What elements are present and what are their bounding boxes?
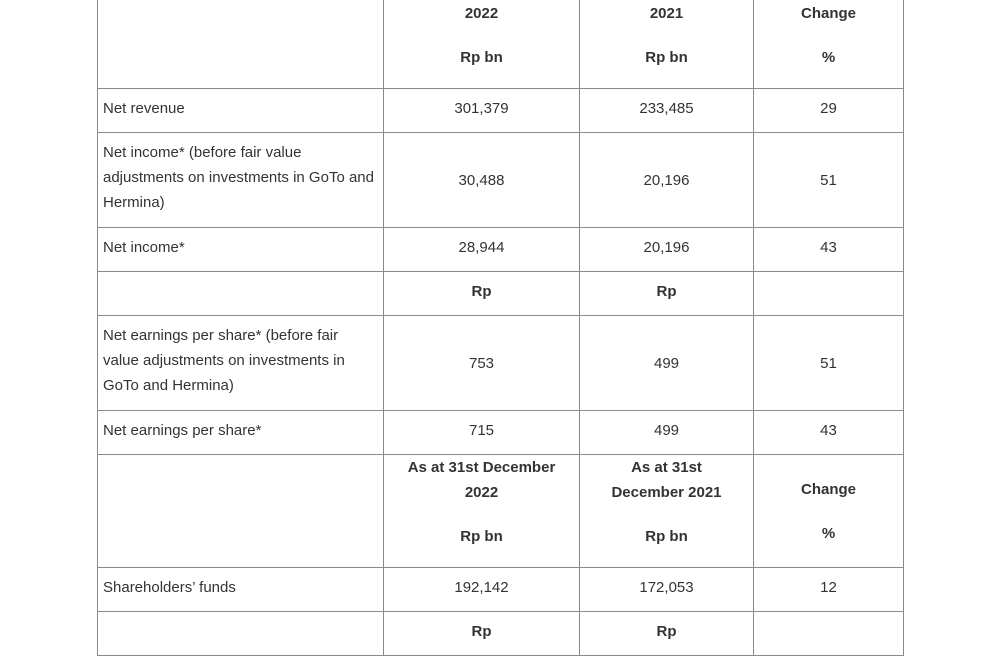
unit-rp-bn-label: Rp bn	[460, 528, 503, 545]
unit-rp-bn-label: Rp bn	[645, 49, 688, 66]
empty-cell	[98, 272, 384, 316]
unit-row	[98, 272, 904, 316]
unit-rp-2022: Rp	[384, 272, 580, 316]
table-row	[98, 316, 904, 411]
value-change: 43	[754, 228, 904, 272]
empty-cell	[98, 612, 384, 656]
header-2021	[580, 0, 754, 89]
empty-cell	[754, 272, 904, 316]
table-row	[98, 411, 904, 455]
table-row	[98, 133, 904, 228]
value-2021: 233,485	[580, 89, 754, 133]
header-as-at-2021	[580, 455, 754, 568]
value-2021: 499	[580, 411, 754, 455]
financial-highlights-table	[97, 0, 904, 656]
header-row	[98, 455, 904, 568]
value-2022: 753	[384, 316, 580, 411]
value-change: 51	[754, 316, 904, 411]
value-2022: 715	[384, 411, 580, 455]
header-empty-cell	[98, 455, 384, 568]
header-2022	[384, 0, 580, 89]
year-2022-label: 2022	[464, 5, 499, 22]
header-change	[754, 0, 904, 89]
table-row	[98, 228, 904, 272]
row-label: Net income* (before fair value adjustments on investments in GoTo and Hermina)	[98, 133, 384, 228]
row-label: Shareholders’ funds	[98, 568, 384, 612]
value-change: 43	[754, 411, 904, 455]
value-change: 29	[754, 89, 904, 133]
header-row	[98, 0, 904, 89]
value-2021: 172,053	[580, 568, 754, 612]
row-label: Net earnings per share* (before fair value adjustments on investments in GoTo and Hermina)	[98, 316, 384, 411]
as-at-2021-line2: December 2021	[611, 484, 722, 501]
unit-rp-2021: Rp	[580, 612, 754, 656]
value-2022: 28,944	[384, 228, 580, 272]
unit-rp-2021: Rp	[580, 272, 754, 316]
as-at-2022-line1: As at 31st December	[407, 459, 556, 476]
value-2022: 30,488	[384, 133, 580, 228]
value-2022: 192,142	[384, 568, 580, 612]
row-label: Net earnings per share*	[98, 411, 384, 455]
value-change: 12	[754, 568, 904, 612]
percent-label: %	[821, 49, 836, 66]
value-2021: 20,196	[580, 133, 754, 228]
row-label: Net income*	[98, 228, 384, 272]
as-at-2022-line2: 2022	[464, 484, 499, 501]
unit-rp-2022: Rp	[384, 612, 580, 656]
empty-cell	[754, 612, 904, 656]
as-at-2021-line1: As at 31st	[631, 459, 702, 476]
unit-rp-bn-label: Rp bn	[460, 49, 503, 66]
header-as-at-2022	[384, 455, 580, 568]
value-2021: 499	[580, 316, 754, 411]
percent-label: %	[821, 525, 836, 542]
header-empty-cell	[98, 0, 384, 89]
header-change	[754, 455, 904, 568]
unit-row	[98, 612, 904, 656]
value-change: 51	[754, 133, 904, 228]
value-2021: 20,196	[580, 228, 754, 272]
change-label: Change	[800, 5, 856, 22]
table-row	[98, 89, 904, 133]
year-2021-label: 2021	[649, 5, 684, 22]
change-label: Change	[800, 481, 856, 498]
unit-rp-bn-label: Rp bn	[645, 528, 688, 545]
row-label: Net revenue	[98, 89, 384, 133]
table-row	[98, 568, 904, 612]
value-2022: 301,379	[384, 89, 580, 133]
